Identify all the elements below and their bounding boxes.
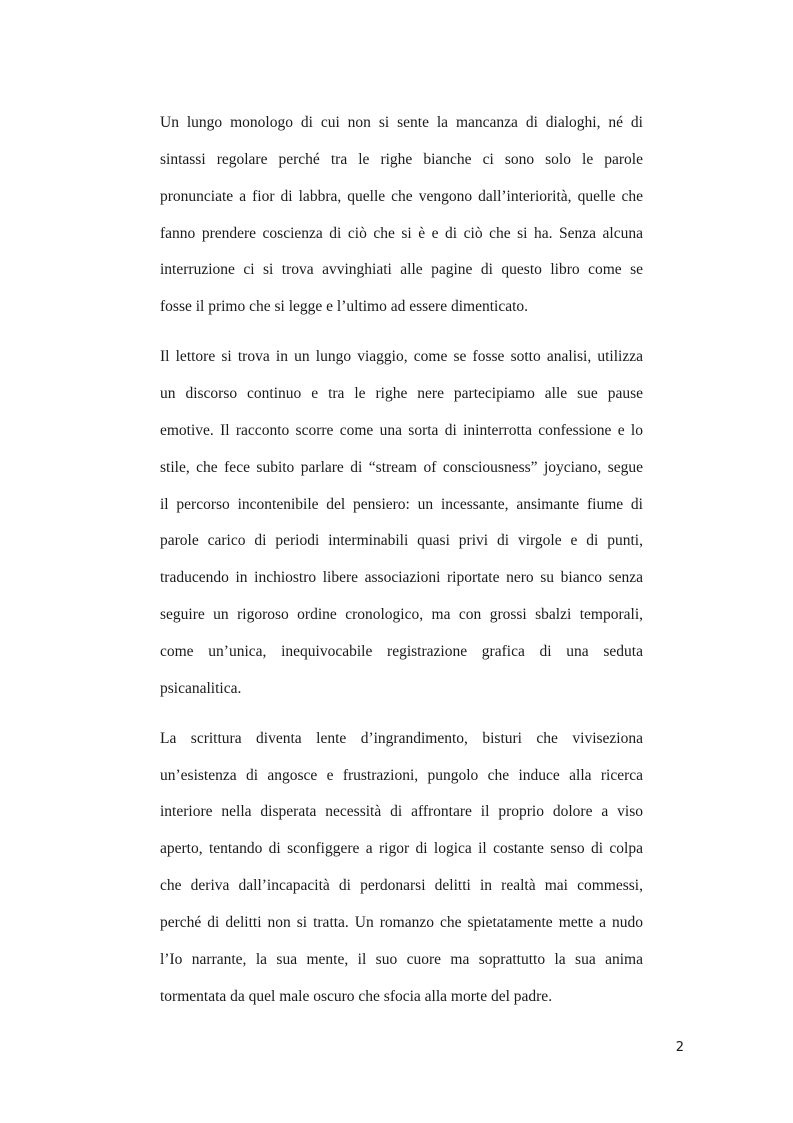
paragraph-3-line-6: perché di delitti non si tratta. Un romanzo che spietatamente mette a nudo bbox=[160, 914, 643, 931]
paragraph-1-line-5: interruzione ci si trova avvinghiati alle pagine di questo libro come se bbox=[160, 261, 643, 278]
paragraph-3-line-2: un’esistenza di angosce e frustrazioni, pungolo che induce alla ricerca bbox=[160, 767, 643, 784]
paragraph-1-line-4: fanno prendere coscienza di ciò che si è e di ciò che si ha. Senza alcuna bbox=[160, 225, 643, 242]
paragraph-2-line-2: un discorso continuo e tra le righe nere partecipiamo alle sue pause bbox=[160, 385, 643, 402]
paragraph-2-line-9: come un’unica, inequivocabile registrazione grafica di una seduta bbox=[160, 643, 643, 660]
paragraph-2-line-1: Il lettore si trova in un lungo viaggio, come se fosse sotto analisi, utilizza bbox=[160, 348, 643, 365]
paragraph-3-line-8: tormentata da quel male oscuro che sfocia alla morte del padre. bbox=[160, 988, 553, 1005]
paragraph-3-line-3: interiore nella disperata necessità di affrontare il proprio dolore a viso bbox=[160, 803, 643, 820]
paragraph-1-line-1: Un lungo monologo di cui non si sente la mancanza di dialoghi, né di bbox=[160, 114, 643, 131]
paragraph-2-line-7: traducendo in inchiostro libere associazioni riportate nero su bianco senza bbox=[160, 569, 643, 586]
paragraph-2-line-4: stile, che fece subito parlare di “stream of consciousness” joyciano, segue bbox=[160, 459, 643, 476]
paragraph-1-line-3: pronunciate a fior di labbra, quelle che vengono dall’interiorità, quelle che bbox=[160, 188, 643, 205]
paragraph-2-line-5: il percorso incontenibile del pensiero: un incessante, ansimante fiume di bbox=[160, 496, 643, 513]
paragraph-3-line-5: che deriva dall’incapacità di perdonarsi delitti in realtà mai commessi, bbox=[160, 877, 643, 894]
paragraph-1-line-2: sintassi regolare perché tra le righe bianche ci sono solo le parole bbox=[160, 151, 643, 168]
paragraph-3-line-7: l’Io narrante, la sua mente, il suo cuore ma soprattutto la sua anima bbox=[160, 951, 643, 968]
page-number: 2 bbox=[675, 1040, 684, 1055]
paragraph-2-line-10: psicanalitica. bbox=[160, 680, 242, 697]
paragraph-1-line-6: fosse il primo che si legge e l’ultimo ad essere dimenticato. bbox=[160, 298, 529, 315]
paragraph-2-line-8: seguire un rigoroso ordine cronologico, ma con grossi sbalzi temporali, bbox=[160, 606, 643, 623]
paragraph-3-line-4: aperto, tentando di sconfiggere a rigor di logica il costante senso di colpa bbox=[160, 840, 643, 857]
paragraph-2-line-6: parole carico di periodi interminabili quasi privi di virgole e di punti, bbox=[160, 532, 643, 549]
paragraph-2-line-3: emotive. Il racconto scorre come una sorta di ininterrotta confessione e lo bbox=[160, 422, 643, 439]
paragraph-3-line-1: La scrittura diventa lente d’ingrandimento, bisturi che viviseziona bbox=[160, 730, 643, 747]
